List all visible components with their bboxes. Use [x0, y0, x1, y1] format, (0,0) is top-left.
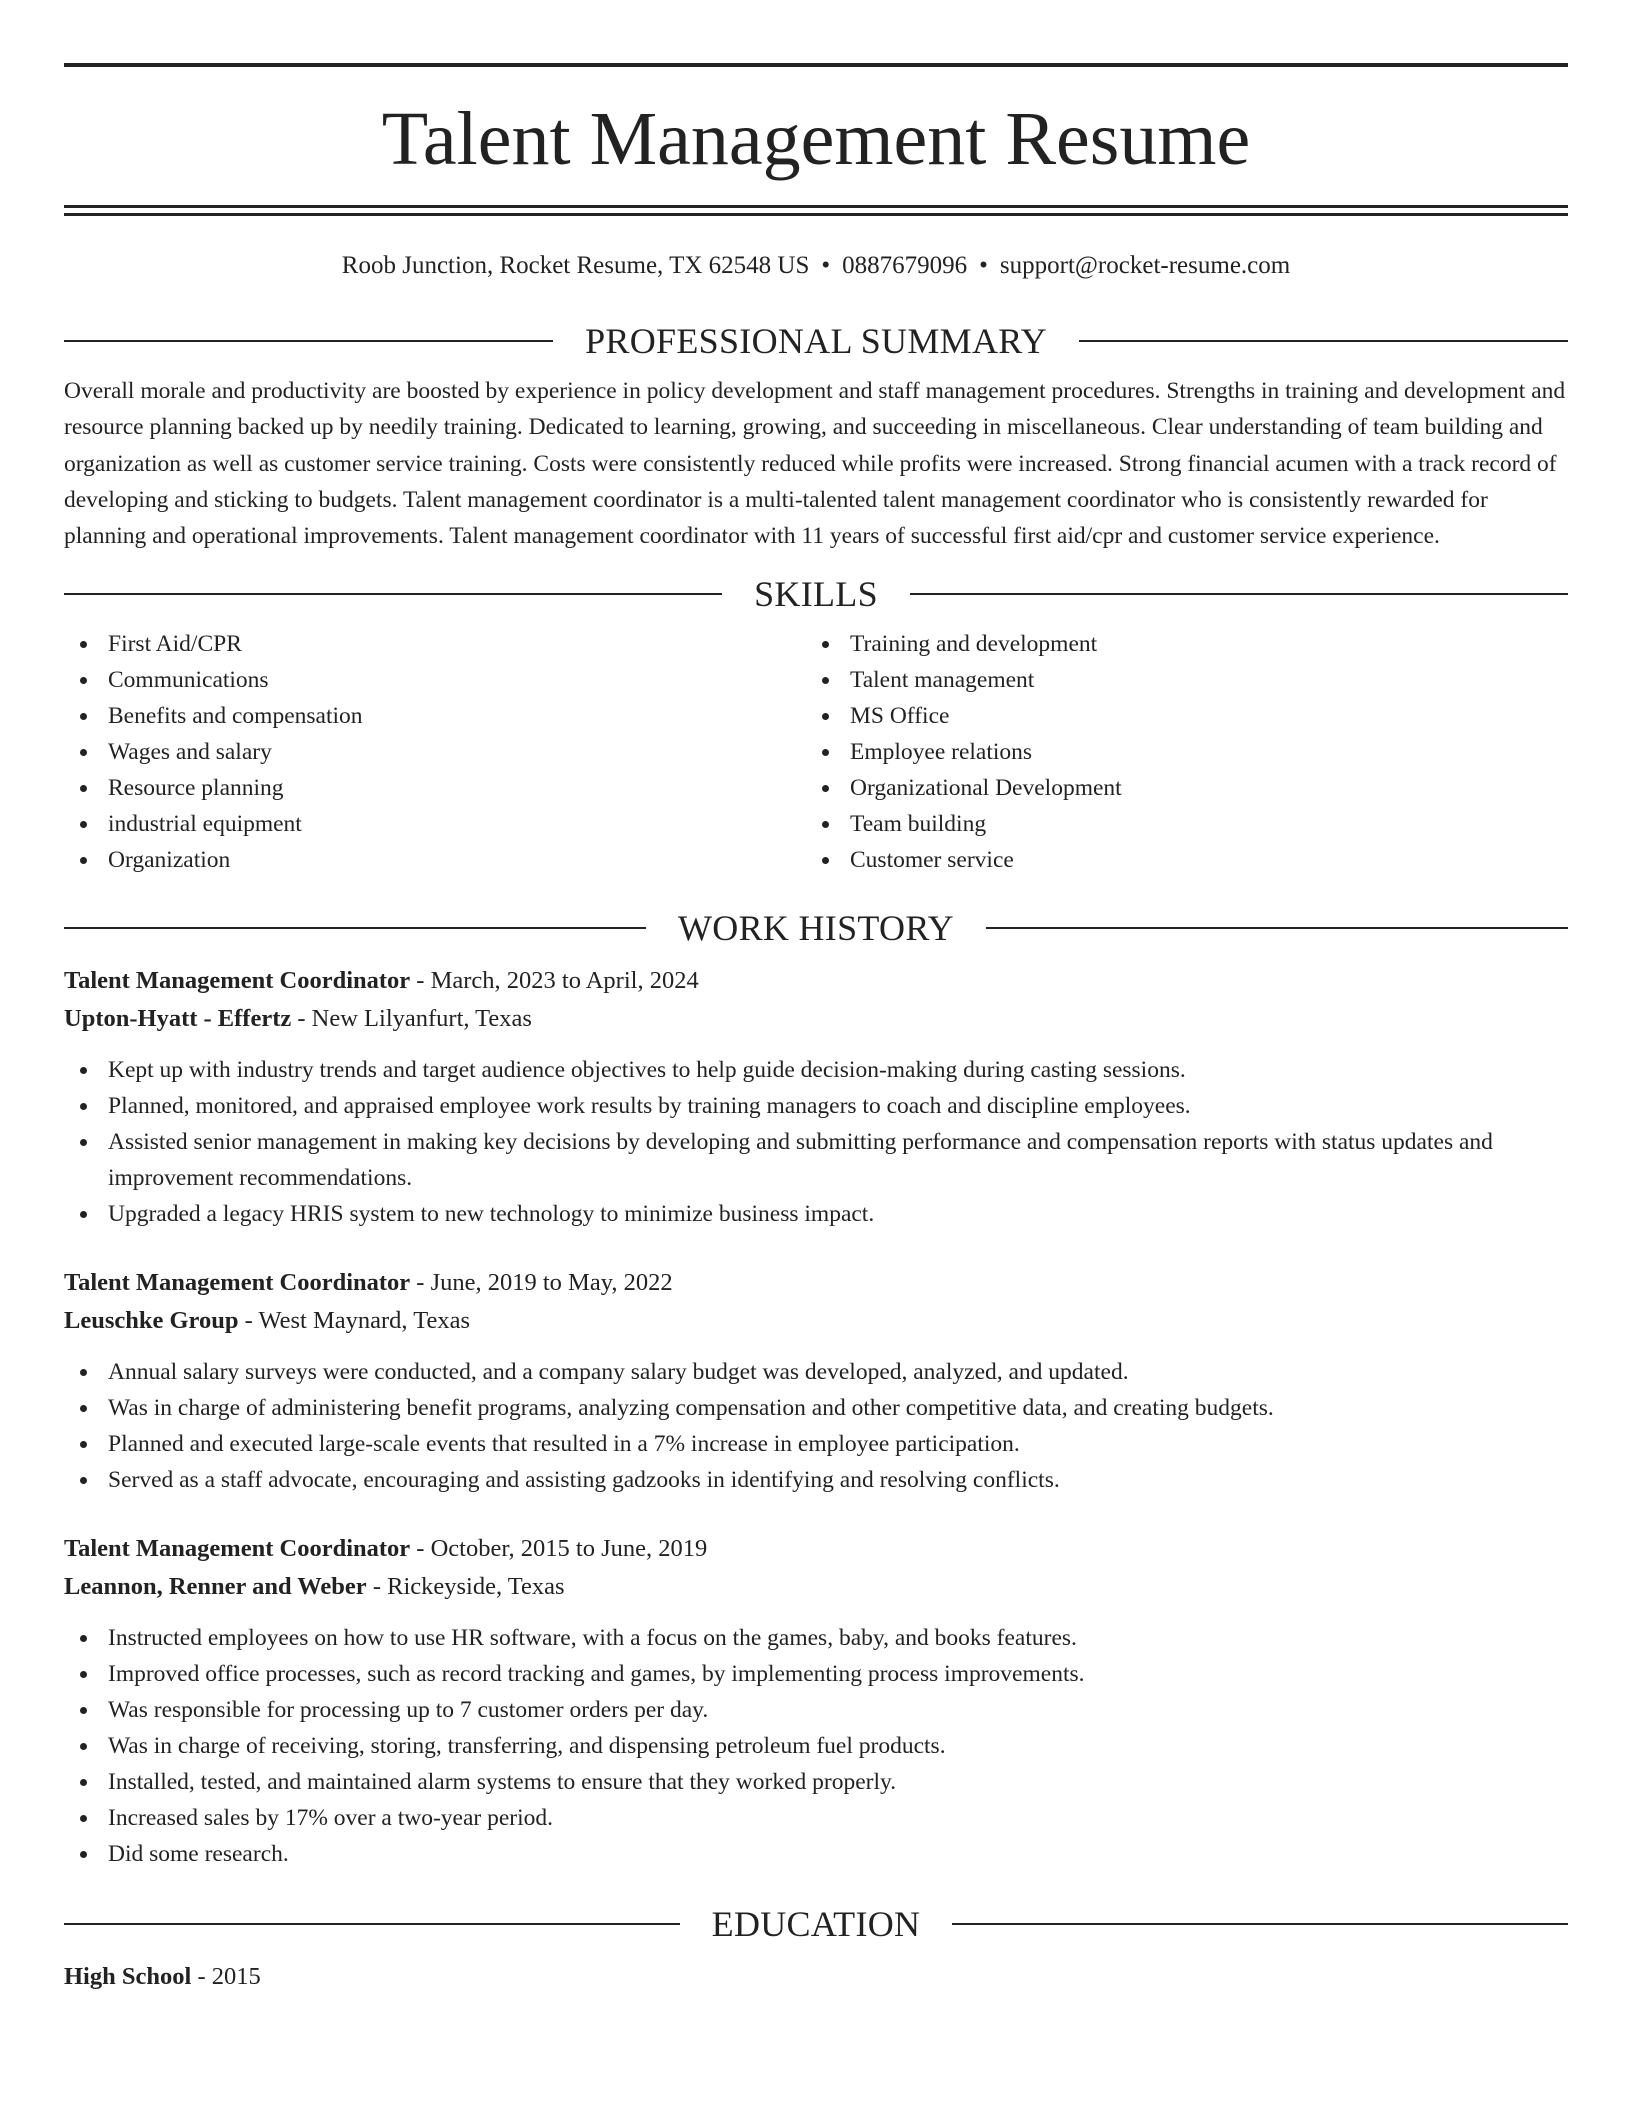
skills-section-title: SKILLS: [754, 574, 878, 615]
education-section-title: EDUCATION: [711, 1904, 921, 1945]
job-company-line: [64, 1000, 1568, 1038]
work-section-title: WORK HISTORY: [678, 908, 954, 949]
job-bullet: Planned, monitored, and appraised employee work results by training managers to coach and discipline employees.: [64, 1088, 1568, 1124]
contact-line: [64, 253, 1568, 278]
job-company: Leannon, Renner and Weber: [64, 1573, 367, 1601]
skills-list: [64, 626, 1568, 878]
education-section-header: [64, 1904, 1568, 1945]
job-bullet: Was in charge of receiving, storing, transferring, and dispensing petroleum fuel products.: [64, 1728, 1568, 1764]
skill-item: Employee relations: [806, 734, 1548, 770]
job-bullet: Assisted senior management in making key decisions by developing and submitting performance and compensation reports with status updates and improvement recommendations.: [64, 1124, 1568, 1196]
divider-line: [986, 927, 1568, 929]
job-company: Upton-Hyatt - Effertz: [64, 1005, 292, 1033]
job-title-line: [64, 1264, 1568, 1302]
job-bullet: Increased sales by 17% over a two-year period.: [64, 1800, 1568, 1836]
skills-column-right: [806, 626, 1548, 878]
contact-address: Roob Junction, Rocket Resume, TX 62548 US: [341, 252, 810, 279]
divider-line: [64, 593, 722, 595]
job-title: Talent Management Coordinator: [64, 1269, 411, 1297]
skill-item: Organizational Development: [806, 770, 1548, 806]
resume-page: [64, 0, 1568, 1996]
resume-title: Talent Management Resume: [381, 97, 1251, 181]
job-location: - Rickeyside, Texas: [366, 1573, 565, 1601]
job-bullet: Improved office processes, such as record tracking and games, by implementing process improvements.: [64, 1656, 1568, 1692]
skill-item: Training and development: [806, 626, 1548, 662]
education-entry: [64, 1958, 1568, 1996]
education-degree: High School: [64, 1963, 192, 1991]
job-dates: - March, 2023 to April, 2024: [410, 967, 699, 995]
job-dates: - June, 2019 to May, 2022: [410, 1269, 673, 1297]
job-bullet: Installed, tested, and maintained alarm systems to ensure that they worked properly.: [64, 1764, 1568, 1800]
job-dates: - October, 2015 to June, 2019: [410, 1535, 708, 1563]
job-bullet: Planned and executed large-scale events that resulted in a 7% increase in employee participation.: [64, 1426, 1568, 1462]
skill-item: Customer service: [806, 842, 1548, 878]
skill-item: Talent management: [806, 662, 1548, 698]
divider-line: [910, 593, 1568, 595]
summary-text: Overall morale and productivity are boosted by experience in policy development and staff management procedures. Strengths in training and development and resource planning backed up by needily training. Dedicated to learning, growing, and succeeding in miscellaneous. Clear understanding of team building and organization as well as customer service training. Costs were consistently reduced while profits were increased. Strong financial acumen with a track record of developing and sticking to budgets. Talent management coordinator is a multi-talented talent management coordinator who is consistently rewarded for planning and operational improvements. Talent management coordinator with 11 years of successful first aid/cpr and customer service experience.: [64, 378, 1566, 550]
divider-line: [64, 1923, 680, 1925]
skill-item: Organization: [64, 842, 806, 878]
skill-item: Wages and salary: [64, 734, 806, 770]
job-title: Talent Management Coordinator: [64, 1535, 411, 1563]
skill-item: Communications: [64, 662, 806, 698]
skill-item: MS Office: [806, 698, 1548, 734]
skill-item: Benefits and compensation: [64, 698, 806, 734]
job-bullets: [64, 1052, 1568, 1232]
job-title-line: [64, 1530, 1568, 1568]
job-title: Talent Management Coordinator: [64, 967, 411, 995]
job-bullet: Was in charge of administering benefit programs, analyzing compensation and other competitive data, and creating budgets.: [64, 1390, 1568, 1426]
divider-line: [952, 1923, 1568, 1925]
work-section-header: [64, 908, 1568, 949]
job-bullet: Annual salary surveys were conducted, and a company salary budget was developed, analyzed, and updated.: [64, 1354, 1568, 1390]
job-bullets: [64, 1354, 1568, 1498]
skills-column-left: [64, 626, 806, 878]
title-double-rule: [64, 205, 1568, 216]
skill-item: Resource planning: [64, 770, 806, 806]
summary-section-title: PROFESSIONAL SUMMARY: [585, 321, 1047, 361]
job-company-line: [64, 1302, 1568, 1340]
job-bullet: Did some research.: [64, 1836, 1568, 1872]
skill-item: industrial equipment: [64, 806, 806, 842]
work-entry: [64, 962, 1568, 1232]
contact-separator: •: [979, 252, 988, 279]
top-rule: [64, 63, 1568, 67]
skills-section-header: [64, 574, 1568, 615]
work-entry: [64, 1264, 1568, 1498]
contact-email: support@rocket-resume.com: [999, 252, 1291, 279]
divider-line: [64, 340, 553, 342]
skill-item: Team building: [806, 806, 1548, 842]
job-bullet: Served as a staff advocate, encouraging and assisting gadzooks in identifying and resolving conflicts.: [64, 1462, 1568, 1498]
job-title-line: [64, 962, 1568, 1000]
skill-item: First Aid/CPR: [64, 626, 806, 662]
job-location: - West Maynard, Texas: [238, 1307, 471, 1335]
job-location: - New Lilyanfurt, Texas: [291, 1005, 532, 1033]
job-bullets: [64, 1620, 1568, 1872]
divider-line: [1079, 340, 1568, 342]
contact-phone: 0887679096: [842, 252, 968, 279]
job-bullet: Instructed employees on how to use HR software, with a focus on the games, baby, and books features.: [64, 1620, 1568, 1656]
divider-line: [64, 927, 646, 929]
job-bullet: Upgraded a legacy HRIS system to new technology to minimize business impact.: [64, 1196, 1568, 1232]
education-year: - 2015: [191, 1963, 261, 1991]
work-entry: [64, 1530, 1568, 1872]
job-bullet: Was responsible for processing up to 7 customer orders per day.: [64, 1692, 1568, 1728]
job-bullet: Kept up with industry trends and target audience objectives to help guide decision-making during casting sessions.: [64, 1052, 1568, 1088]
job-company-line: [64, 1568, 1568, 1606]
contact-separator: •: [821, 252, 831, 279]
summary-section-header: [64, 323, 1568, 359]
job-company: Leuschke Group: [64, 1307, 239, 1335]
